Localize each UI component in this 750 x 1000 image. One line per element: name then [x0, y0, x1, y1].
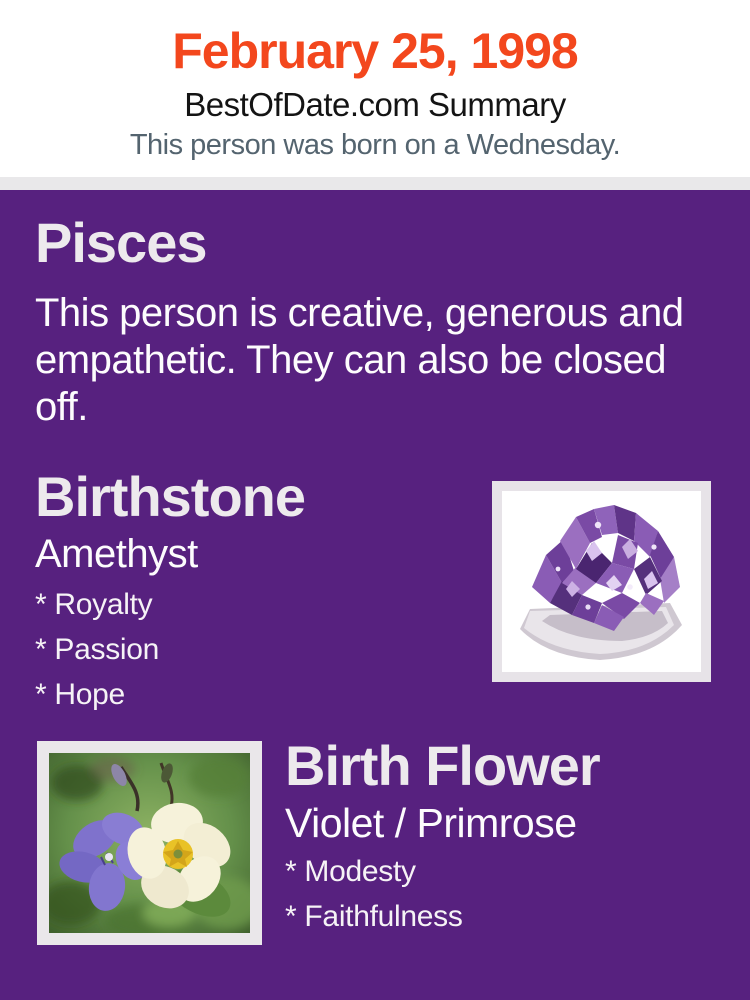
date-title: February 25, 1998	[172, 23, 578, 79]
birth-flower-title: Birth Flower	[285, 734, 600, 797]
summary-body	[0, 190, 750, 1000]
birthstone-trait: * Hope	[35, 678, 125, 711]
amethyst-photo-art	[502, 491, 701, 672]
birth-flower-image	[37, 741, 262, 945]
birth-flower-trait: * Modesty	[285, 855, 416, 888]
violet-primrose-photo-art	[49, 753, 250, 933]
zodiac-title: Pisces	[35, 211, 207, 274]
born-on-weekday-text: This person was born on a Wednesday.	[129, 129, 621, 161]
birth-flower-trait: * Faithfulness	[285, 900, 463, 933]
header-divider	[0, 177, 750, 190]
birthstone-trait: * Passion	[35, 633, 160, 666]
amethyst-image	[492, 481, 711, 682]
birthstone-trait: * Royalty	[35, 588, 153, 621]
birthstone-title: Birthstone	[35, 465, 305, 528]
header	[0, 0, 750, 177]
birthstone-name: Amethyst	[35, 532, 198, 576]
birth-flower-name: Violet / Primrose	[285, 800, 577, 846]
zodiac-description: This person is creative, generous and empathetic. They can also be closed off.	[35, 291, 684, 429]
site-summary-label: BestOfDate.com Summary	[184, 86, 566, 123]
